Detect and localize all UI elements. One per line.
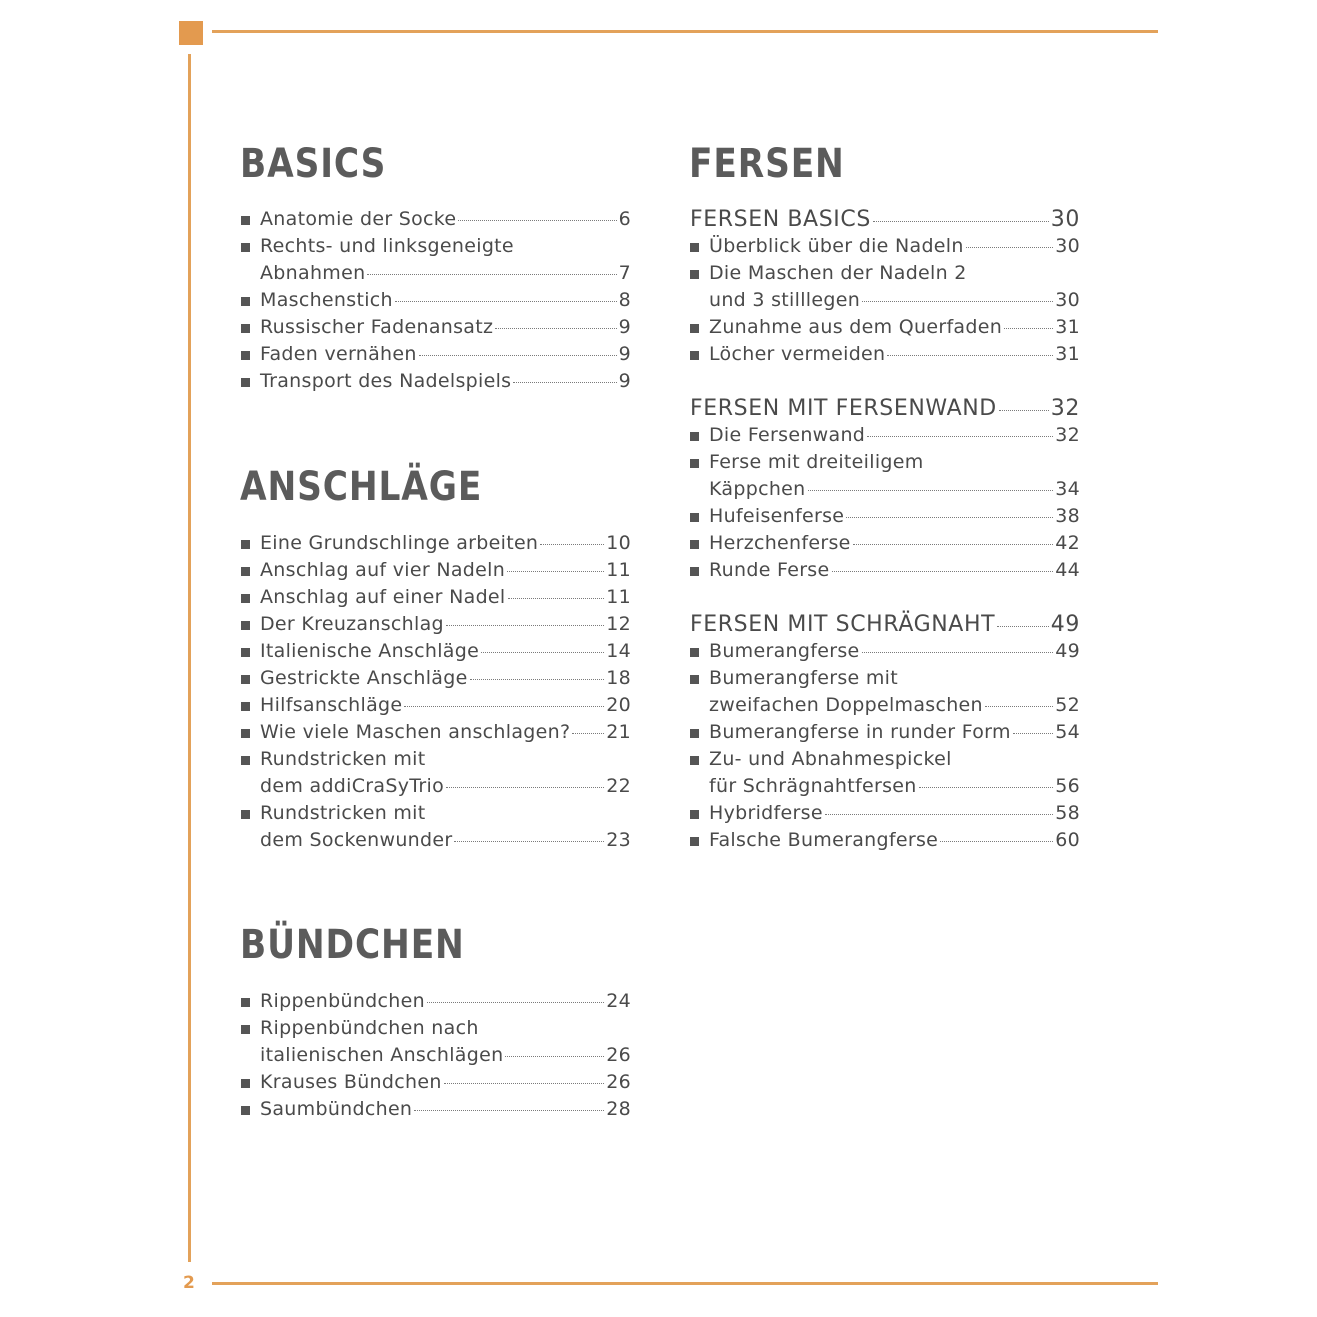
square-bullet-icon <box>241 351 250 360</box>
toc-subheading[interactable] <box>690 611 1080 638</box>
toc-entry-page: 7 <box>618 262 631 284</box>
square-bullet-icon <box>241 1079 250 1088</box>
toc-entry[interactable] <box>690 665 1080 719</box>
toc-entry[interactable] <box>241 287 631 314</box>
square-bullet-icon <box>241 378 250 387</box>
toc-entry[interactable] <box>241 638 631 665</box>
toc-entry-page: 9 <box>618 316 631 338</box>
toc-entry-label: Käppchen <box>709 478 806 500</box>
dot-leader <box>446 787 604 788</box>
toc-subheading-page: 30 <box>1050 207 1080 232</box>
toc-entry-page: 14 <box>606 640 631 662</box>
dot-leader <box>505 1056 604 1057</box>
toc-entry-page: 54 <box>1055 721 1080 743</box>
square-bullet-icon <box>241 243 250 252</box>
dot-leader <box>862 301 1053 302</box>
toc-entry[interactable] <box>690 746 1080 800</box>
toc-entry-page: 30 <box>1055 289 1080 311</box>
dot-leader <box>825 814 1053 815</box>
toc-entry-page: 18 <box>606 667 631 689</box>
toc-list-basics <box>241 206 631 395</box>
toc-entry[interactable] <box>241 341 631 368</box>
toc-entry-label: Die Fersenwand <box>709 424 866 446</box>
dot-leader <box>446 625 604 626</box>
toc-entry-label: und 3 stilllegen <box>709 289 861 311</box>
toc-entry[interactable] <box>241 692 631 719</box>
dot-leader <box>481 652 604 653</box>
dot-leader <box>985 706 1053 707</box>
left-margin-rule <box>188 54 191 1262</box>
toc-subheading-page: 32 <box>1050 396 1080 421</box>
square-bullet-icon <box>690 459 699 468</box>
toc-entry-label: Anschlag auf vier Nadeln <box>260 559 506 581</box>
square-bullet-icon <box>241 729 250 738</box>
dot-leader <box>997 626 1049 627</box>
square-bullet-icon <box>690 675 699 684</box>
dot-leader <box>540 544 604 545</box>
toc-subheading-label: FERSEN MIT SCHRÄGNAHT <box>690 612 996 637</box>
page-number: 2 <box>183 1273 195 1293</box>
toc-entry[interactable] <box>241 746 631 800</box>
toc-entry[interactable] <box>690 719 1080 746</box>
dot-leader <box>919 787 1054 788</box>
bottom-rule <box>212 1282 1158 1285</box>
toc-entry-label: Hilfsanschläge <box>260 694 403 716</box>
toc-list-anschlaege <box>241 530 631 854</box>
toc-entry-page: 44 <box>1055 559 1080 581</box>
section-title-basics: BASICS <box>240 141 387 187</box>
square-bullet-icon <box>241 998 250 1007</box>
toc-entry[interactable] <box>690 503 1080 530</box>
toc-entry[interactable] <box>241 233 631 287</box>
square-bullet-icon <box>241 702 250 711</box>
dot-leader <box>367 274 616 275</box>
toc-entry-label: Rechts- und linksgeneigte <box>260 235 514 257</box>
dot-leader <box>808 490 1054 491</box>
toc-entry-label: Löcher vermeiden <box>709 343 886 365</box>
toc-entry[interactable] <box>241 584 631 611</box>
square-bullet-icon <box>690 351 699 360</box>
toc-entry-label: Abnahmen <box>260 262 366 284</box>
dot-leader <box>572 733 604 734</box>
dot-leader <box>853 544 1054 545</box>
toc-entry[interactable] <box>241 1069 631 1096</box>
dot-leader <box>395 301 617 302</box>
toc-subheading-label: FERSEN BASICS <box>690 207 871 232</box>
toc-entry-label: Russischer Fadenansatz <box>260 316 494 338</box>
toc-entry-page: 42 <box>1055 532 1080 554</box>
toc-entry[interactable] <box>241 368 631 395</box>
toc-entry-label: Rundstricken mit <box>260 748 426 770</box>
toc-entry-label: dem addiCraSyTrio <box>260 775 444 797</box>
square-bullet-icon <box>690 837 699 846</box>
toc-entry[interactable] <box>690 800 1080 827</box>
toc-entry-page: 60 <box>1055 829 1080 851</box>
toc-entry[interactable] <box>241 611 631 638</box>
dot-leader <box>887 355 1053 356</box>
toc-subheading-label: FERSEN MIT FERSENWAND <box>690 396 997 421</box>
dot-leader <box>507 571 604 572</box>
dot-leader <box>867 436 1053 437</box>
toc-entry-page: 32 <box>1055 424 1080 446</box>
dot-leader <box>846 517 1053 518</box>
toc-entry[interactable] <box>241 557 631 584</box>
dot-leader <box>508 598 605 599</box>
toc-entry-label: Hybridferse <box>709 802 823 824</box>
toc-entry-page: 9 <box>618 370 631 392</box>
toc-entry[interactable] <box>241 530 631 557</box>
toc-entry[interactable] <box>690 638 1080 665</box>
square-bullet-icon <box>241 567 250 576</box>
dot-leader <box>414 1110 604 1111</box>
toc-entry-page: 26 <box>606 1071 631 1093</box>
toc-entry-label: Faden vernähen <box>260 343 417 365</box>
toc-entry-label: Anatomie der Socke <box>260 208 457 230</box>
toc-entry[interactable] <box>690 449 1080 503</box>
square-bullet-icon <box>241 297 250 306</box>
toc-entry-page: 31 <box>1055 316 1080 338</box>
dot-leader <box>454 841 604 842</box>
dot-leader <box>404 706 604 707</box>
toc-list-buendchen <box>241 988 631 1123</box>
toc-entry-page: 52 <box>1055 694 1080 716</box>
toc-entry-label: Rippenbündchen <box>260 990 425 1012</box>
toc-entry-page: 24 <box>606 990 631 1012</box>
toc-entry-page: 10 <box>606 532 631 554</box>
toc-entry-page: 22 <box>606 775 631 797</box>
toc-entry-page: 58 <box>1055 802 1080 824</box>
dot-leader <box>419 355 617 356</box>
dot-leader <box>470 679 605 680</box>
toc-entry-label: zweifachen Doppelmaschen <box>709 694 983 716</box>
toc-entry[interactable] <box>690 341 1080 368</box>
toc-entry-page: 23 <box>606 829 631 851</box>
toc-entry-page: 20 <box>606 694 631 716</box>
toc-entry[interactable] <box>241 800 631 854</box>
dot-leader <box>832 571 1054 572</box>
square-bullet-icon <box>241 216 250 225</box>
square-bullet-icon <box>690 567 699 576</box>
toc-entry-page: 49 <box>1055 640 1080 662</box>
toc-entry-label: Falsche Bumerangferse <box>709 829 939 851</box>
toc-entry[interactable] <box>241 665 631 692</box>
toc-entry-label: Die Maschen der Nadeln 2 <box>709 262 967 284</box>
toc-entry-page: 8 <box>618 289 631 311</box>
toc-entry-label: Krauses Bündchen <box>260 1071 442 1093</box>
toc-entry[interactable] <box>241 719 631 746</box>
square-bullet-icon <box>241 621 250 630</box>
toc-entry-page: 12 <box>606 613 631 635</box>
toc-entry[interactable] <box>690 827 1080 854</box>
square-bullet-icon <box>690 648 699 657</box>
square-bullet-icon <box>241 810 250 819</box>
toc-entry-label: Zu- und Abnahmespickel <box>709 748 952 770</box>
toc-entry[interactable] <box>690 233 1080 260</box>
dot-leader <box>873 221 1049 222</box>
toc-entry[interactable] <box>690 557 1080 584</box>
square-bullet-icon <box>241 648 250 657</box>
toc-entry-label: Italienische Anschläge <box>260 640 480 662</box>
square-bullet-icon <box>690 540 699 549</box>
toc-entry-page: 31 <box>1055 343 1080 365</box>
toc-entry-page: 28 <box>606 1098 631 1120</box>
toc-entry-page: 9 <box>618 343 631 365</box>
toc-subheading[interactable] <box>690 395 1080 422</box>
toc-entry-page: 38 <box>1055 505 1080 527</box>
toc-entry[interactable] <box>241 206 631 233</box>
square-bullet-icon <box>690 810 699 819</box>
square-bullet-icon <box>241 1025 250 1034</box>
corner-accent-square <box>179 21 203 45</box>
square-bullet-icon <box>241 675 250 684</box>
top-rule <box>212 30 1158 33</box>
toc-entry-label: Anschlag auf einer Nadel <box>260 586 506 608</box>
toc-entry-label: Hufeisenferse <box>709 505 845 527</box>
toc-entry-label: Wie viele Maschen anschlagen? <box>260 721 571 743</box>
square-bullet-icon <box>690 513 699 522</box>
toc-entry-page: 21 <box>606 721 631 743</box>
toc-entry-label: Rundstricken mit <box>260 802 426 824</box>
toc-entry-label: Saumbündchen <box>260 1098 413 1120</box>
dot-leader <box>458 220 616 221</box>
square-bullet-icon <box>241 324 250 333</box>
dot-leader <box>495 328 616 329</box>
square-bullet-icon <box>241 594 250 603</box>
toc-entry-label: Überblick über die Nadeln <box>709 235 964 257</box>
dot-leader <box>862 652 1054 653</box>
toc-entry-label: Zunahme aus dem Querfaden <box>709 316 1003 338</box>
dot-leader <box>1013 733 1053 734</box>
square-bullet-icon <box>241 1106 250 1115</box>
square-bullet-icon <box>241 756 250 765</box>
toc-entry-page: 11 <box>606 586 631 608</box>
square-bullet-icon <box>690 756 699 765</box>
toc-entry[interactable] <box>241 314 631 341</box>
toc-entry-page: 30 <box>1055 235 1080 257</box>
square-bullet-icon <box>690 270 699 279</box>
toc-entry-label: Ferse mit dreiteiligem <box>709 451 924 473</box>
square-bullet-icon <box>690 729 699 738</box>
toc-entry-label: Eine Grundschlinge arbeiten <box>260 532 539 554</box>
toc-entry-label: Der Kreuzanschlag <box>260 613 444 635</box>
toc-entry[interactable] <box>241 1096 631 1123</box>
toc-subheading-page: 49 <box>1050 612 1080 637</box>
toc-entry-label: Bumerangferse mit <box>709 667 898 689</box>
square-bullet-icon <box>241 540 250 549</box>
toc-list-fersen-basics <box>690 206 1080 368</box>
dot-leader <box>1004 328 1053 329</box>
toc-list-fersen-mit-fersenwand <box>690 395 1080 584</box>
dot-leader <box>966 247 1054 248</box>
toc-entry-label: dem Sockenwunder <box>260 829 453 851</box>
toc-entry-label: Maschenstich <box>260 289 393 311</box>
square-bullet-icon <box>690 243 699 252</box>
toc-entry[interactable] <box>241 988 631 1015</box>
section-title-buendchen: BÜNDCHEN <box>240 922 465 968</box>
toc-entry-page: 26 <box>606 1044 631 1066</box>
square-bullet-icon <box>690 324 699 333</box>
toc-entry-page: 6 <box>618 208 631 230</box>
toc-entry-label: Herzchenferse <box>709 532 851 554</box>
section-title-anschlaege: ANSCHLÄGE <box>240 464 483 510</box>
toc-entry-page: 34 <box>1055 478 1080 500</box>
toc-entry[interactable] <box>241 1015 631 1069</box>
toc-entry-label: Gestrickte Anschläge <box>260 667 468 689</box>
dot-leader <box>513 382 616 383</box>
toc-list-fersen-mit-schraegnaht <box>690 611 1080 854</box>
toc-subheading[interactable] <box>690 206 1080 233</box>
dot-leader <box>940 841 1053 842</box>
toc-entry-label: Bumerangferse <box>709 640 860 662</box>
toc-entry[interactable] <box>690 530 1080 557</box>
toc-entry-label: Rippenbündchen nach <box>260 1017 479 1039</box>
square-bullet-icon <box>690 432 699 441</box>
toc-entry-page: 56 <box>1055 775 1080 797</box>
toc-entry[interactable] <box>690 260 1080 314</box>
toc-entry[interactable] <box>690 422 1080 449</box>
dot-leader <box>444 1083 605 1084</box>
toc-entry[interactable] <box>690 314 1080 341</box>
section-title-fersen: FERSEN <box>689 141 845 187</box>
toc-entry-label: italienischen Anschlägen <box>260 1044 504 1066</box>
dot-leader <box>427 1002 604 1003</box>
toc-entry-label: Runde Ferse <box>709 559 830 581</box>
toc-entry-label: Transport des Nadelspiels <box>260 370 512 392</box>
dot-leader <box>999 410 1049 411</box>
toc-entry-page: 11 <box>606 559 631 581</box>
toc-entry-label: Bumerangferse in runder Form <box>709 721 1011 743</box>
toc-entry-label: für Schrägnahtfersen <box>709 775 917 797</box>
